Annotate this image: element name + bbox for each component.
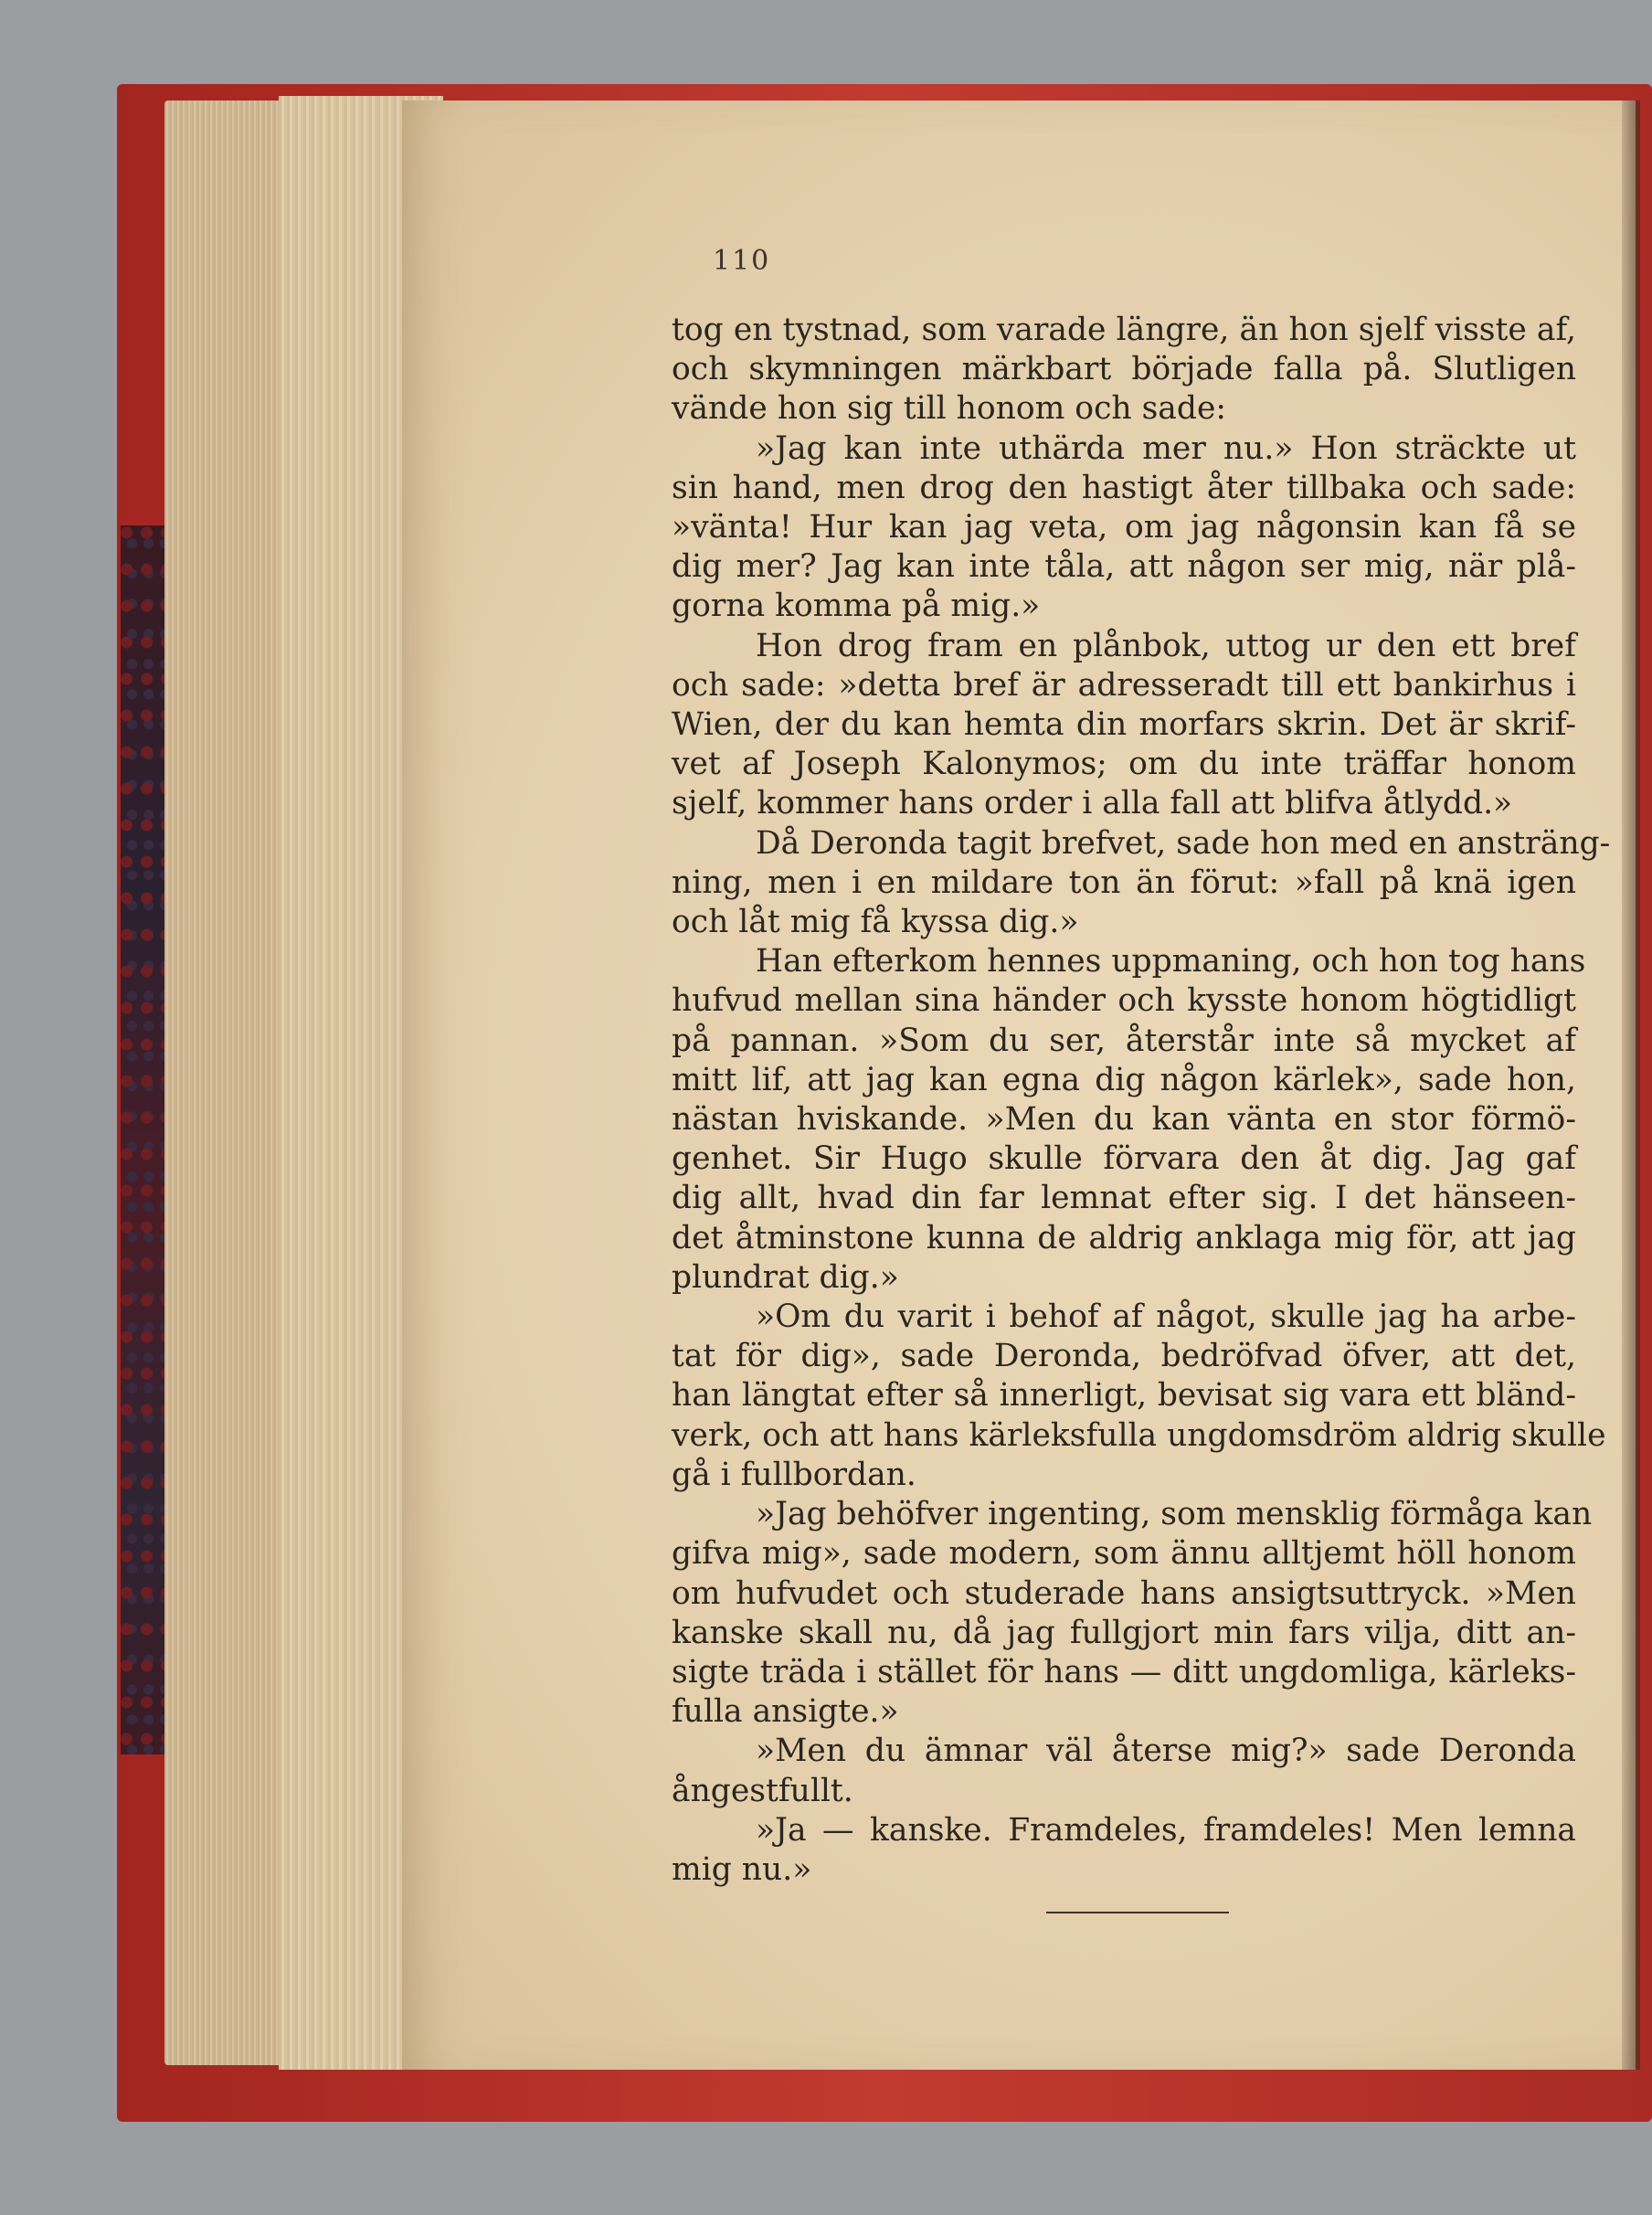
text-line: dig mer? Jag kan inte tåla, att någon ser mig, när plå- [672,548,1576,586]
text-line: Wien, der du kan hemta din morfars skrin. Det är skrif- [672,706,1576,744]
text-line: mig nu.» [672,1850,812,1888]
text-line: dig allt, hvad din far lemnat efter sig. I det hänseen- [672,1180,1576,1217]
text-line: mitt lif, att jag kan egna dig någon kärlek», sade hon, [672,1061,1576,1098]
text-line: kanske skall nu, då jag fullgjort min fars vilja, ditt an- [672,1614,1576,1651]
text-line: Han efterkom hennes uppmaning, och hon tog hans [756,943,1586,980]
text-line: Då Deronda tagit brefvet, sade hon med en ansträng- [756,824,1611,862]
text-line: vet af Joseph Kalonymos; om du inte träffar honom [672,746,1576,783]
text-line: »Ja — kanske. Framdeles, framdeles! Men lemna [756,1811,1576,1849]
text-line: tat för dig», sade Deronda, bedröfvad öfver, att det, [672,1338,1576,1375]
text-line: det åtminstone kunna de aldrig anklaga mig för, att jag [672,1219,1576,1256]
text-line: genhet. Sir Hugo skulle förvara den åt dig. Jag gaf [672,1140,1576,1178]
page-number: 110 [713,245,771,277]
text-line: om hufvudet och studerade hans ansigtsuttryck. »Men [672,1574,1576,1612]
closing-rule [1046,1912,1229,1913]
text-line: plundrat dig.» [672,1258,899,1296]
text-line: och sade: »detta bref är adresseradt till ett bankirhus i [672,666,1576,704]
text-line: »Om du varit i behof af något, skulle jag ha arbe- [756,1298,1576,1336]
text-line: och skymningen märkbart började falla på. Slutligen [672,351,1576,388]
text-line: han längtat efter så innerligt, bevisat sig vara ett bländ- [672,1377,1576,1415]
body-text [672,311,1611,1890]
text-line: »vänta! Hur kan jag veta, om jag någonsin kan få se [672,509,1576,546]
text-line: fulla ansigte.» [672,1693,899,1731]
text-line: verk, och att hans kärleksfulla ungdomsdröm aldrig skulle [672,1416,1606,1454]
text-line: Hon drog fram en plånbok, uttog ur den ett bref [756,627,1576,664]
text-line: gå i fullbordan. [672,1456,916,1493]
text-line: sigte träda i stället för hans — ditt ungdomliga, kärleks- [672,1653,1576,1690]
text-line: tog en tystnad, som varade längre, än hon sjelf visste af, [672,312,1576,348]
marbled-spine [121,525,164,1754]
text-line: sjelf, kommer hans order i alla fall att blifva åtlydd.» [672,785,1513,822]
text-line: ning, men i en mildare ton än förut: »fall på knä igen [672,864,1576,901]
text-line: och låt mig få kyssa dig.» [672,904,1079,941]
text-line: vände hon sig till honom och sade: [672,390,1226,428]
text-line: »Jag kan inte uthärda mer nu.» Hon sträckte ut [756,429,1576,467]
text-line: sin hand, men drog den hastigt åter tillbaka och sade: [672,469,1576,506]
text-line: gifva mig», sade modern, som ännu alltjemt höll honom [672,1535,1576,1573]
text-line: hufvud mellan sina händer och kysste honom högtidligt [672,982,1576,1020]
page-edge [1622,101,1640,2070]
text-line: på pannan. »Som du ser, återstår inte så mycket af [672,1022,1576,1059]
text-line: gorna komma på mig.» [672,588,1041,625]
text-line: ångestfullt. [672,1772,853,1809]
text-line: »Men du ämnar väl återse mig?» sade Deronda [756,1733,1576,1770]
text-line: nästan hviskande. »Men du kan vänta en stor förmö- [672,1101,1576,1139]
left-page-edges [164,101,292,2065]
text-line: »Jag behöfver ingenting, som mensklig förmåga kan [756,1496,1593,1533]
